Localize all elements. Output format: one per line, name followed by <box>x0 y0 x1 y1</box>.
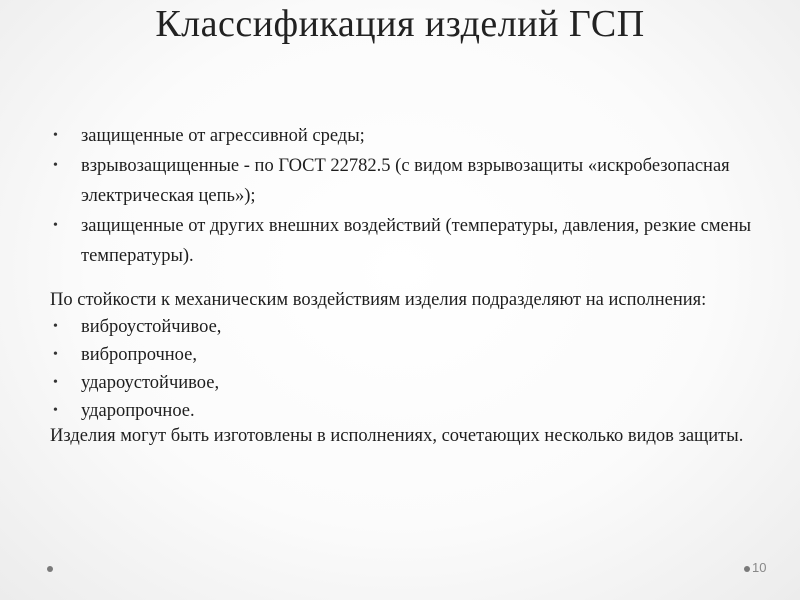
nav-dot-left-icon <box>47 566 53 572</box>
nav-dot-right-icon <box>744 566 750 572</box>
list-item-text: вибропрочное, <box>81 345 197 365</box>
bullet-icon: • <box>53 403 58 418</box>
protection-list <box>50 121 770 271</box>
list-item-text: защищенные от других внешних воздействий (температуры, давления, резкие смены температуры). <box>81 216 752 266</box>
list-item-text: ударопрочное. <box>81 401 195 421</box>
list-item-text: виброустойчивое, <box>81 317 222 337</box>
slide-title: Классификация изделий ГСП <box>155 3 645 45</box>
combined-protection-paragraph: Изделия могут быть изготовлены в исполнениях, сочетающих несколько видов защиты. <box>50 426 744 446</box>
bullet-icon: • <box>53 375 58 390</box>
bullet-icon: • <box>53 347 58 362</box>
mechanical-intro-paragraph: По стойкости к механическим воздействиям изделия подразделяют на исполнения: <box>50 290 707 310</box>
list-item <box>50 397 770 425</box>
list-item-text: взрывозащищенные - по ГОСТ 22782.5 (с видом взрывозащиты «искробезопасная электрическая цепь»); <box>81 156 730 206</box>
list-item <box>50 369 770 397</box>
slide-content <box>50 121 770 447</box>
bullet-icon: • <box>53 128 58 143</box>
bullet-icon: • <box>53 218 58 233</box>
list-item <box>50 121 770 151</box>
page-number: 10 <box>752 560 767 575</box>
list-item <box>50 211 770 271</box>
list-item <box>50 313 770 341</box>
mechanical-list <box>50 313 770 425</box>
list-item <box>50 151 770 211</box>
list-item-text: удароустойчивое, <box>81 373 220 393</box>
list-item-text: защищенные от агрессивной среды; <box>81 126 365 146</box>
bullet-icon: • <box>53 319 58 334</box>
list-item <box>50 341 770 369</box>
bullet-icon: • <box>53 158 58 173</box>
